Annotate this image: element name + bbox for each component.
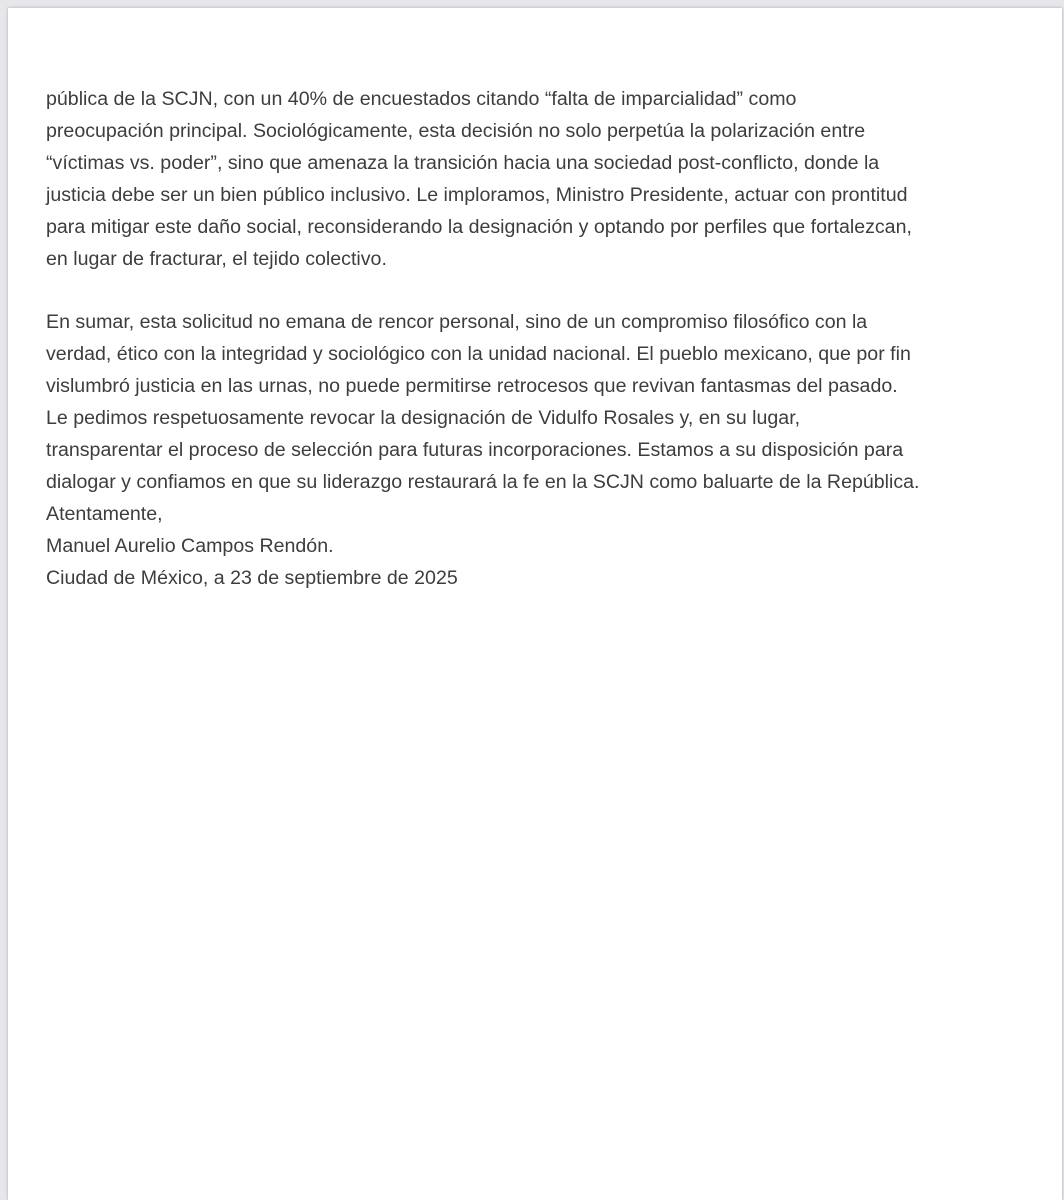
paragraph-line: “víctimas vs. poder”, sino que amenaza la transición hacia una sociedad post-conflicto, donde la	[46, 151, 880, 174]
paragraph-line: preocupación principal. Sociológicamente, esta decisión no solo perpetúa la polarización entre	[46, 119, 866, 142]
place-and-date: Ciudad de México, a 23 de septiembre de 2025	[46, 566, 458, 589]
paragraph-line: para mitigar este daño social, reconsiderando la designación y optando por perfiles que fortalezcan,	[46, 215, 912, 238]
paragraph-gap	[46, 275, 1046, 307]
signature-name: Manuel Aurelio Campos Rendón.	[46, 534, 334, 557]
paragraph-line: dialogar y confiamos en que su liderazgo restaurará la fe en la SCJN como baluarte de la República.	[46, 470, 920, 493]
paragraph-line: en lugar de fracturar, el tejido colectivo.	[46, 247, 387, 270]
paragraph-line: vislumbró justicia en las urnas, no puede permitirse retrocesos que revivan fantasmas del pasado.	[46, 375, 898, 398]
paragraph-line: transparentar el proceso de selección para futuras incorporaciones. Estamos a su disposición para	[46, 438, 904, 461]
paragraph-line: verdad, ético con la integridad y sociológico con la unidad nacional. El pueblo mexicano, que por fin	[46, 343, 911, 366]
paragraph-2	[46, 307, 1046, 498]
paragraph-line: justicia debe ser un bien público inclusivo. Le imploramos, Ministro Presidente, actuar con prontitud	[46, 183, 908, 206]
document-body	[46, 84, 1046, 594]
paragraph-1	[46, 84, 1046, 275]
document-page	[8, 8, 1062, 1200]
paragraph-line: Le pedimos respetuosamente revocar la designación de Vidulfo Rosales y, en su lugar,	[46, 407, 801, 430]
paragraph-line: pública de la SCJN, con un 40% de encuestados citando “falta de imparcialidad” como	[46, 88, 797, 110]
closing-salutation: Atentamente,	[46, 502, 163, 525]
paragraph-line: En sumar, esta solicitud no emana de rencor personal, sino de un compromiso filosófico con la	[46, 311, 868, 334]
